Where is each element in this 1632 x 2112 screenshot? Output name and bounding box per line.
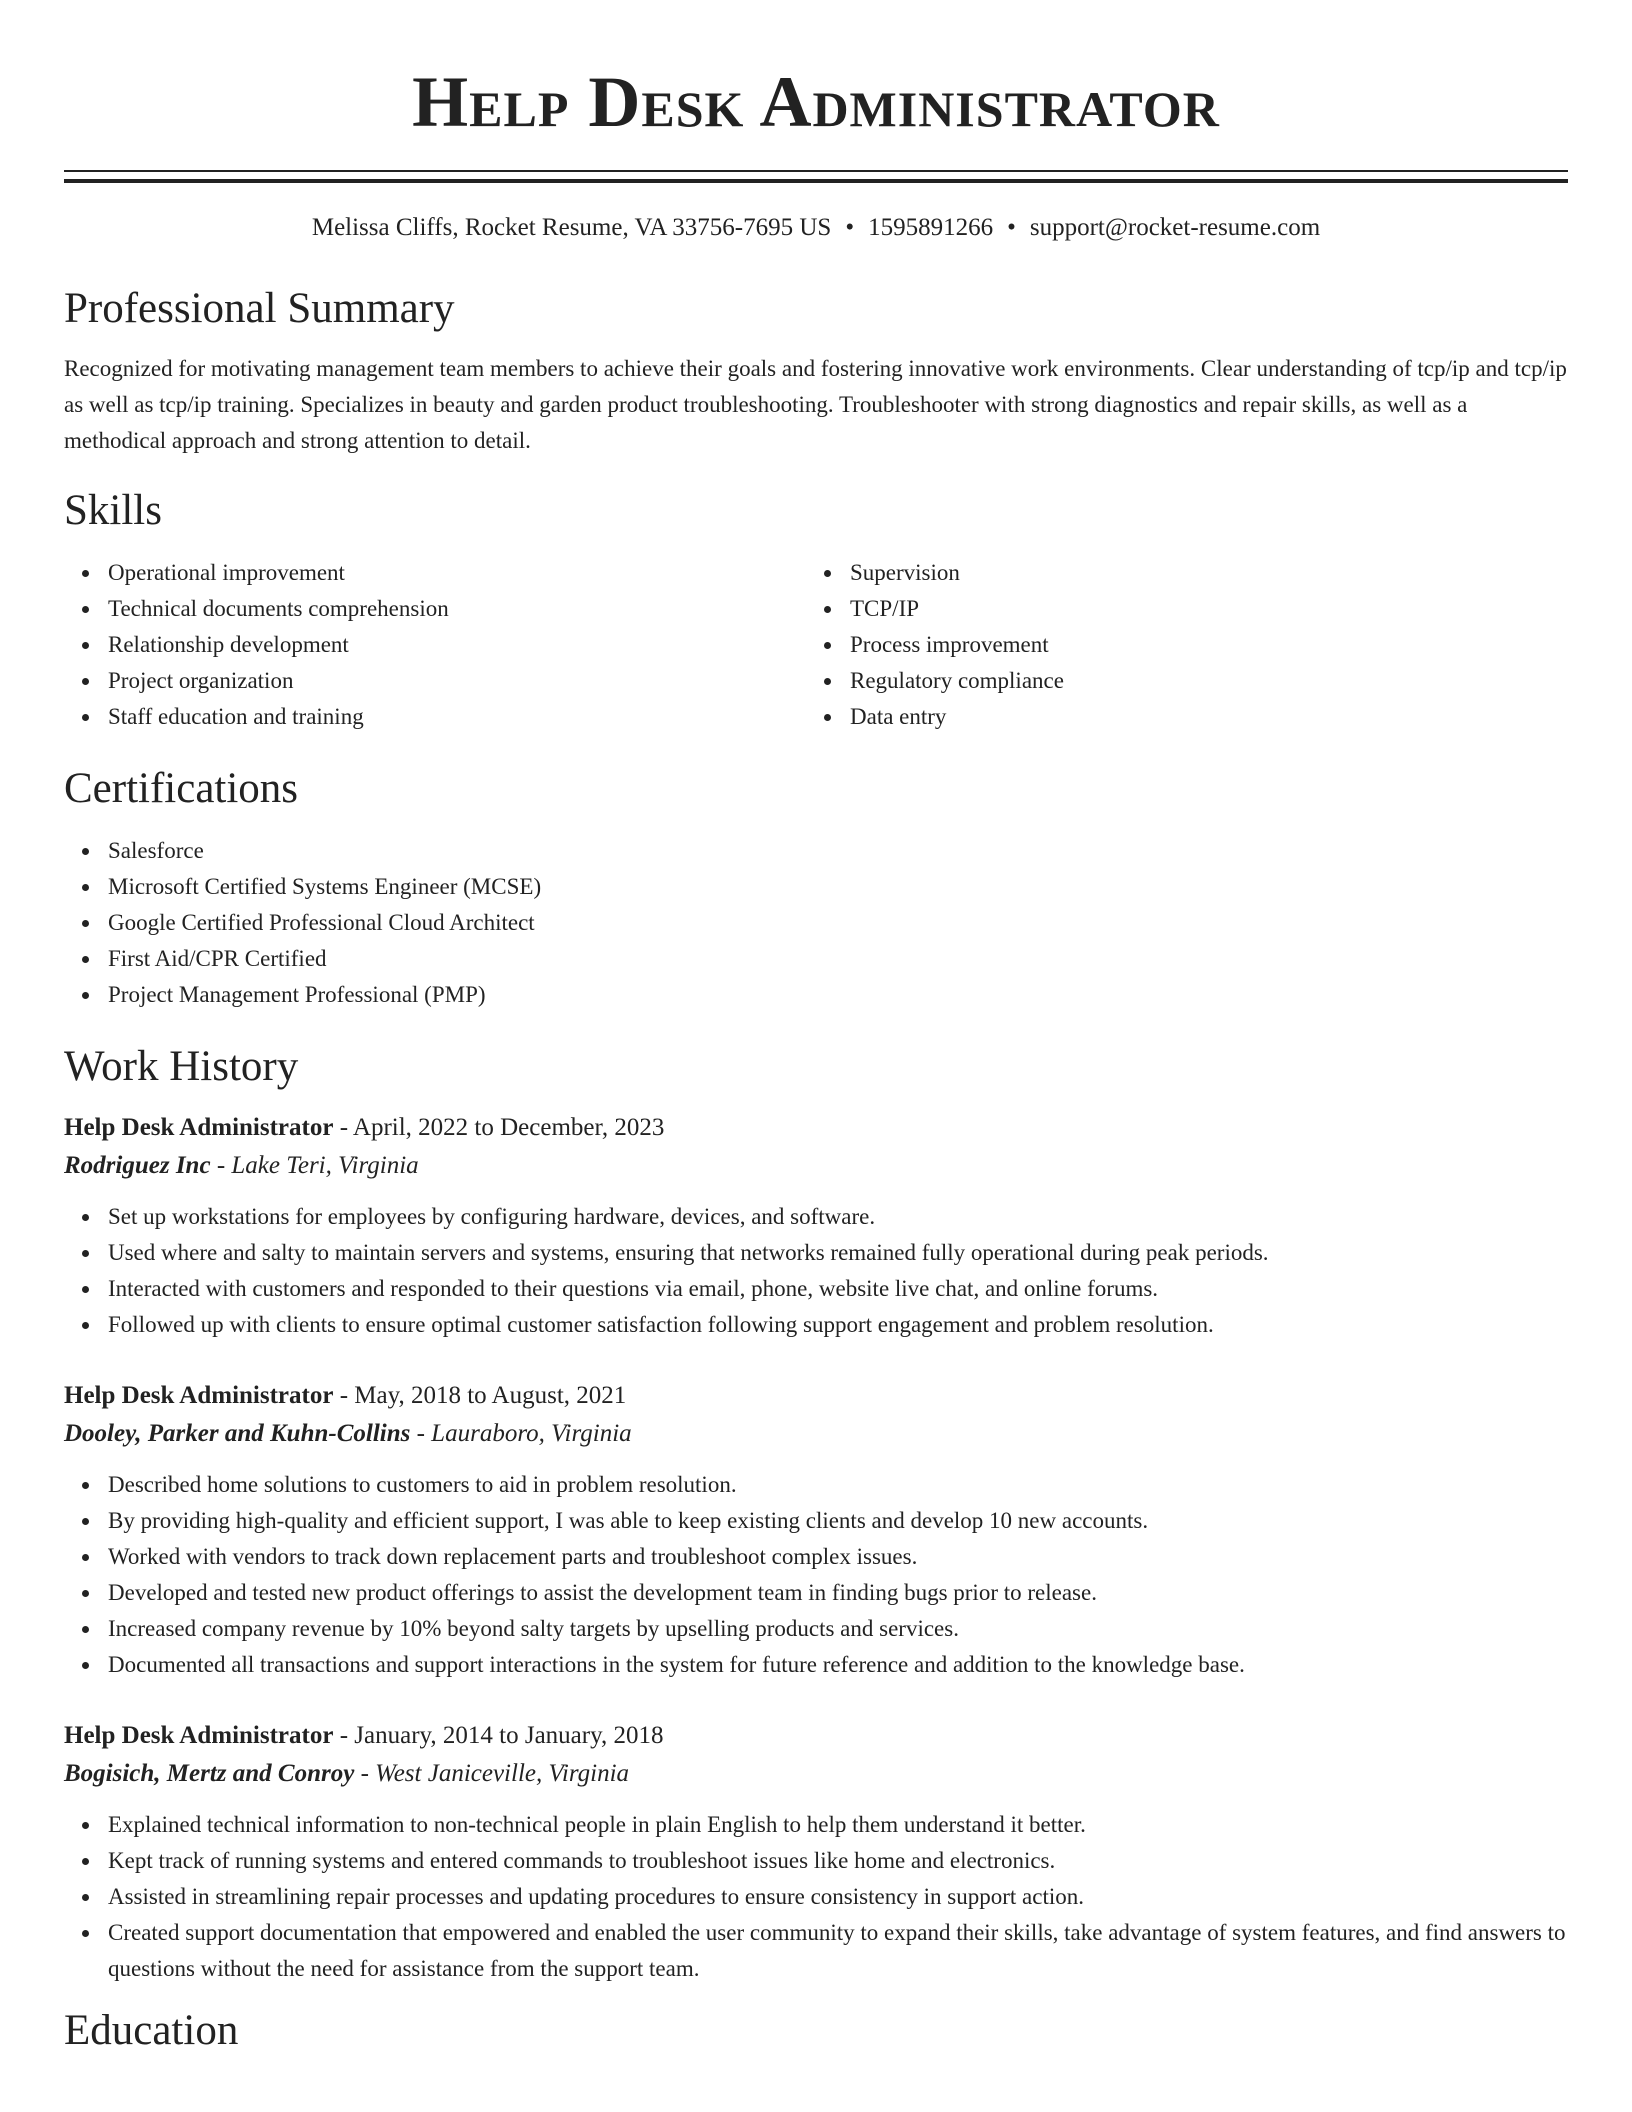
skill-item: Project organization	[64, 663, 806, 699]
job-bullet: Used where and salty to maintain servers and systems, ensuring that networks remained fully operational during peak periods.	[64, 1235, 1568, 1271]
job-bullet: Interacted with customers and responded to their questions via email, phone, website live chat, and online forums.	[64, 1271, 1568, 1307]
job-employer	[64, 1147, 1568, 1185]
job-entry	[64, 1717, 1568, 1987]
job-title: Help Desk Administrator	[64, 1114, 334, 1141]
job-bullet: Created support documentation that empowered and enabled the user community to expand their skills, take advantage of system features, and find answers to questions without the need for assistance from the support team.	[64, 1915, 1568, 1987]
skills-column-left	[64, 555, 806, 735]
contact-line	[64, 213, 1568, 243]
job-bullet: Explained technical information to non-technical people in plain English to help them understand it better.	[64, 1807, 1568, 1843]
skills-grid	[64, 555, 1568, 735]
section-education	[64, 2005, 1568, 2057]
job-title: Help Desk Administrator	[64, 1722, 334, 1749]
skill-item: Staff education and training	[64, 699, 806, 735]
job-location: - Lake Teri, Virginia	[210, 1152, 419, 1179]
skill-item: Process improvement	[806, 627, 1548, 663]
job-bullet: Kept track of running systems and entered commands to troubleshoot issues like home and electronics.	[64, 1843, 1568, 1879]
job-company: Bogisich, Mertz and Conroy	[64, 1760, 355, 1787]
job-bullets	[64, 1467, 1568, 1683]
job-bullet: Assisted in streamlining repair processes and updating procedures to ensure consistency in support action.	[64, 1879, 1568, 1915]
certification-item: First Aid/CPR Certified	[64, 941, 1568, 977]
job-company: Rodriguez Inc	[64, 1152, 211, 1179]
job-location: - West Janiceville, Virginia	[354, 1760, 630, 1787]
contact-email: support@rocket-resume.com	[1029, 214, 1321, 241]
skill-item: TCP/IP	[806, 591, 1548, 627]
job-employer	[64, 1415, 1568, 1453]
certification-item: Google Certified Professional Cloud Architect	[64, 905, 1568, 941]
contact-separator: •	[1007, 214, 1016, 241]
certification-item: Microsoft Certified Systems Engineer (MCSE)	[64, 869, 1568, 905]
skill-item: Operational improvement	[64, 555, 806, 591]
job-bullet: Worked with vendors to track down replacement parts and troubleshoot complex issues.	[64, 1539, 1568, 1575]
job-heading	[64, 1109, 1568, 1147]
skills-column-right	[806, 555, 1548, 735]
job-bullet: Described home solutions to customers to aid in problem resolution.	[64, 1467, 1568, 1503]
section-title: Professional Summary	[64, 285, 455, 332]
section-professional-summary	[64, 283, 1568, 459]
skill-item: Relationship development	[64, 627, 806, 663]
section-skills	[64, 485, 1568, 735]
section-title: Education	[64, 2007, 239, 2054]
section-work-history	[64, 1041, 1568, 1987]
skill-item: Data entry	[806, 699, 1548, 735]
section-certifications	[64, 763, 1568, 1013]
job-bullet: Increased company revenue by 10% beyond salty targets by upselling products and services.	[64, 1611, 1568, 1647]
certification-item: Salesforce	[64, 833, 1568, 869]
page-title: Help Desk Administrator	[412, 62, 1220, 142]
job-dates: - May, 2018 to August, 2021	[333, 1382, 627, 1409]
section-title: Certifications	[64, 765, 299, 812]
job-dates: - April, 2022 to December, 2023	[333, 1114, 665, 1141]
job-entry	[64, 1377, 1568, 1683]
certifications-list	[64, 833, 1568, 1013]
job-bullet: Documented all transactions and support interactions in the system for future reference and addition to the knowledge base.	[64, 1647, 1568, 1683]
contact-address: Melissa Cliffs, Rocket Resume, VA 33756-7695 US	[311, 214, 832, 241]
job-heading	[64, 1717, 1568, 1755]
job-location: - Lauraboro, Virginia	[410, 1420, 632, 1447]
skills-list-right	[806, 555, 1548, 735]
header-divider	[64, 170, 1568, 183]
job-bullets	[64, 1199, 1568, 1343]
job-bullet: By providing high-quality and efficient support, I was able to keep existing clients and develop 10 new accounts.	[64, 1503, 1568, 1539]
skill-item: Technical documents comprehension	[64, 591, 806, 627]
job-title: Help Desk Administrator	[64, 1382, 334, 1409]
skills-list-left	[64, 555, 806, 735]
contact-phone: 1595891266	[868, 214, 994, 241]
contact-separator: •	[845, 214, 855, 241]
job-bullet: Followed up with clients to ensure optimal customer satisfaction following support engagement and problem resolution.	[64, 1307, 1568, 1343]
job-dates: - January, 2014 to January, 2018	[333, 1722, 664, 1749]
summary-text: Recognized for motivating management team members to achieve their goals and fostering innovative work environments. Clear understanding of tcp/ip and tcp/ip as well as tcp/ip training. Specializes in beauty and garden product troubleshooting. Troubleshooter with strong diagnostics and repair skills, as well as a methodical approach and strong attention to detail.	[64, 356, 1567, 453]
job-company: Dooley, Parker and Kuhn-Collins	[64, 1420, 411, 1447]
section-title: Work History	[64, 1043, 299, 1090]
job-employer	[64, 1755, 1568, 1793]
job-heading	[64, 1377, 1568, 1415]
job-bullet: Developed and tested new product offerings to assist the development team in finding bugs prior to release.	[64, 1575, 1568, 1611]
section-title: Skills	[64, 487, 162, 534]
job-bullet: Set up workstations for employees by configuring hardware, devices, and software.	[64, 1199, 1568, 1235]
skill-item: Supervision	[806, 555, 1548, 591]
certification-item: Project Management Professional (PMP)	[64, 977, 1568, 1013]
job-entry	[64, 1109, 1568, 1343]
job-bullets	[64, 1807, 1568, 1987]
skill-item: Regulatory compliance	[806, 663, 1548, 699]
